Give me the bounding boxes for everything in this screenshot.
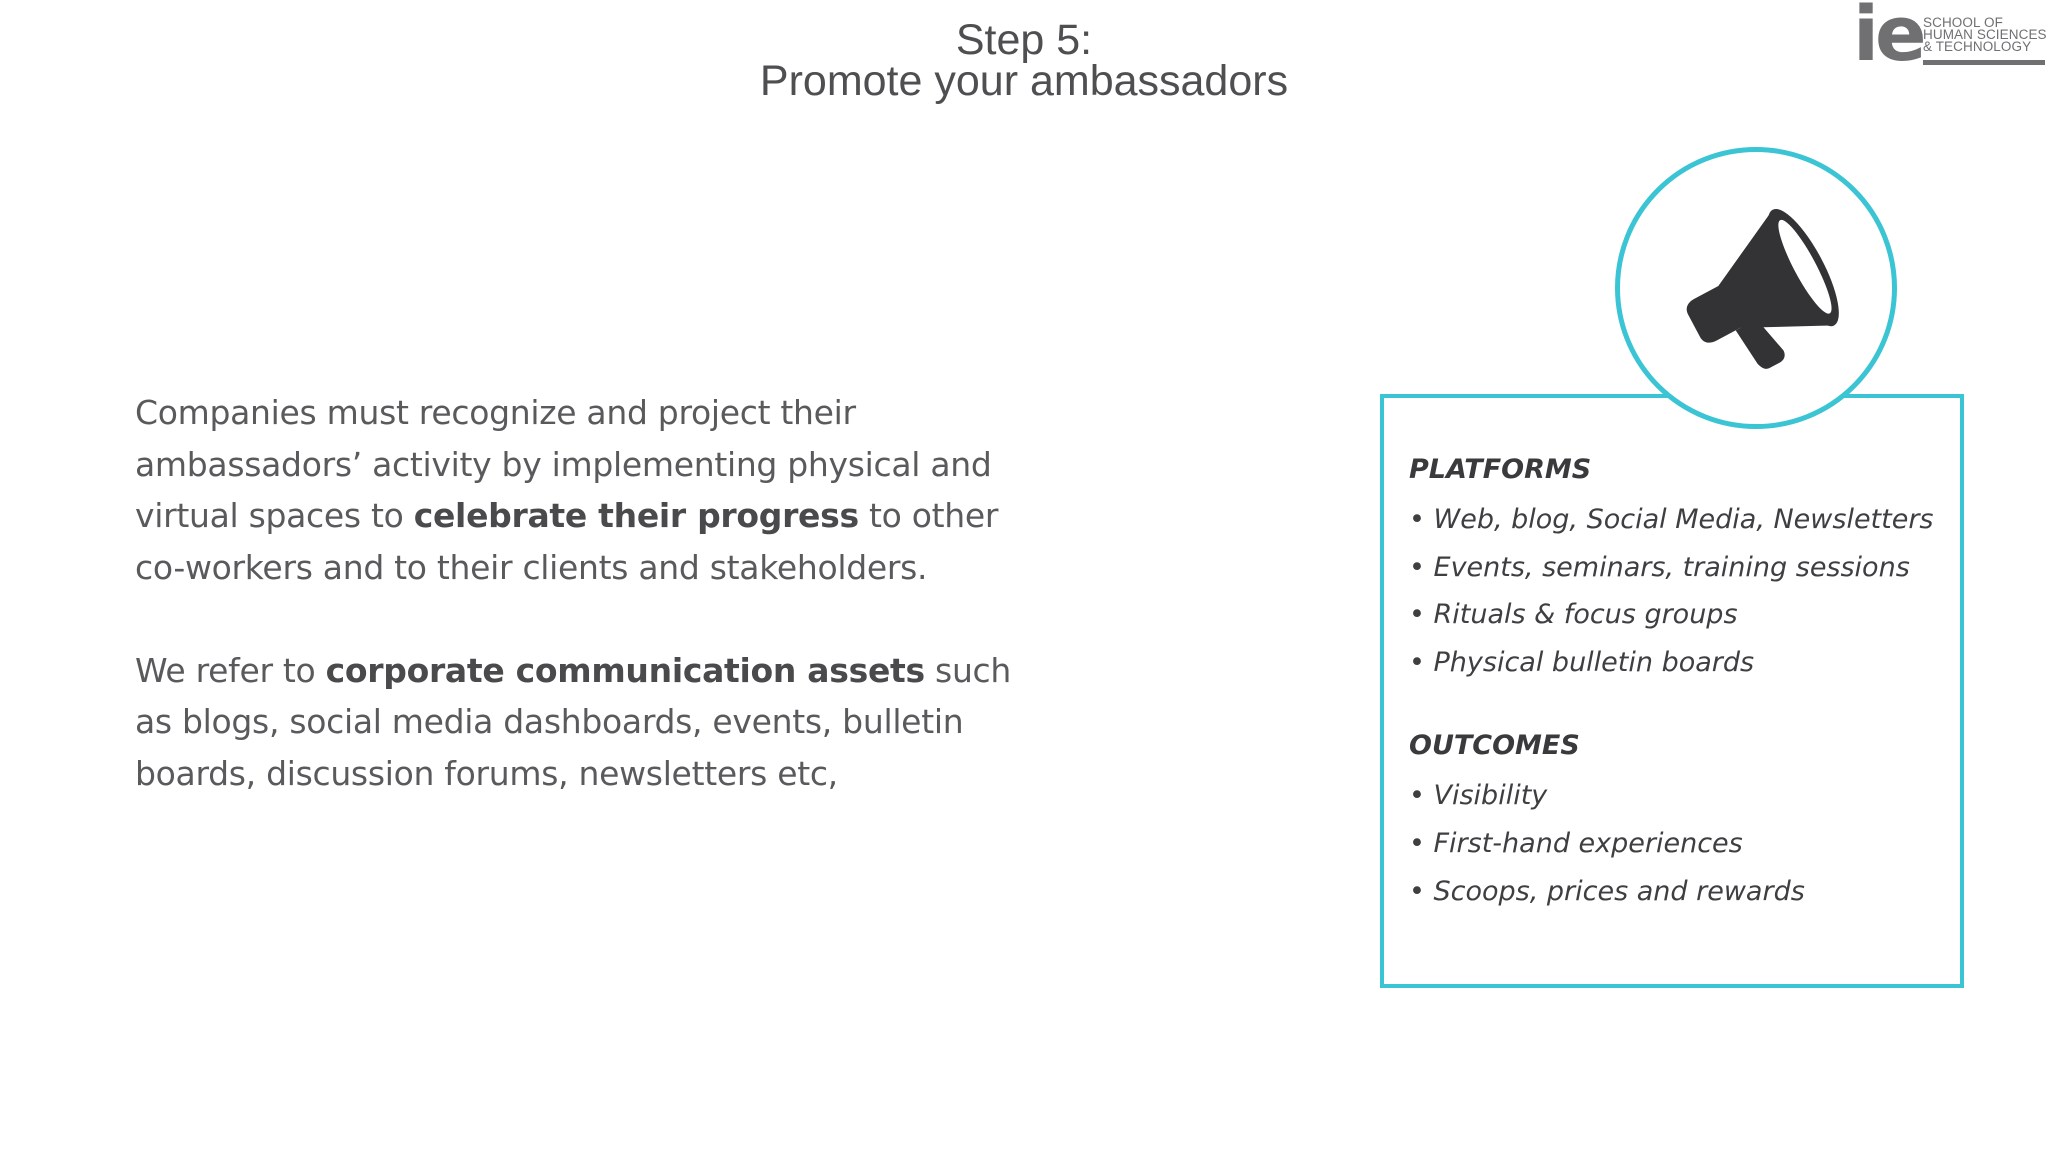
paragraph-1-emphasis: celebrate their progress	[413, 496, 859, 535]
logo-underline	[1923, 60, 2045, 65]
slide-title-line1: Step 5:	[955, 16, 1093, 64]
list-item: • Events, seminars, training sessions	[1409, 544, 1969, 592]
platforms-list	[1409, 496, 1969, 686]
platforms-heading: PLATFORMS	[1409, 454, 1592, 485]
logo-text	[1923, 17, 2047, 53]
list-item: • First-hand experiences	[1409, 820, 1969, 868]
logo-line1: SCHOOL OF	[1923, 15, 2003, 30]
paragraph-2	[135, 645, 1035, 800]
slide-title-line2: Promote your ambassadors	[759, 57, 1289, 105]
paragraph-2-text-end: such as blogs, social media dashboards, events, bulletin boards, discussion forums, newsletters etc,	[135, 650, 1012, 793]
list-item: • Web, blog, Social Media, Newsletters	[1409, 496, 1969, 544]
paragraph-2-emphasis: corporate communication assets	[325, 650, 925, 690]
paragraph-1-text-end: to other co-workers and to their clients and stakeholders.	[135, 496, 999, 587]
logo-line3: & TECHNOLOGY	[1923, 39, 2032, 54]
paragraph-1	[135, 387, 1035, 593]
list-item: • Visibility	[1409, 772, 1969, 820]
paragraph-1-text: Companies must recognize and project their ambassadors’ activity by implementing physical and virtual spaces to	[135, 393, 992, 535]
list-item: • Scoops, prices and rewards	[1409, 868, 1969, 916]
body-text	[135, 387, 1035, 799]
logo-line2: HUMAN SCIENCES	[1923, 27, 2047, 42]
paragraph-2-text: We refer to	[135, 650, 326, 690]
card-content	[1409, 448, 1969, 915]
icon-circle	[1615, 147, 1897, 429]
logo-mark: ie	[1853, 0, 1923, 78]
ie-logo	[1853, 0, 2048, 78]
outcomes-heading: OUTCOMES	[1409, 730, 1580, 762]
outcomes-list	[1409, 772, 1969, 915]
list-item: • Rituals & focus groups	[1409, 591, 1969, 639]
megaphone-icon	[1668, 194, 1850, 376]
list-item: • Physical bulletin boards	[1409, 639, 1969, 687]
slide-title	[0, 16, 2048, 105]
